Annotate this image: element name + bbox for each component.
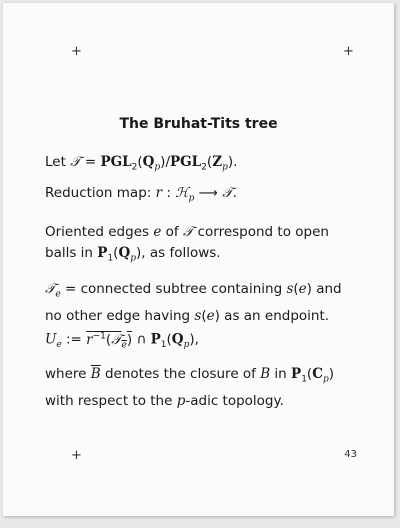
crop-mark-bottom-left: + bbox=[71, 448, 82, 463]
definition-tree: Let 𝒯 = $PGL_2(Q_p)/PGL_2(Z_p)$. bbox=[45, 154, 238, 173]
closure-paragraph: where $\overline{B}$ denotes the closure of B in $P_1(C_p)$ with respect to the p-adic topology. bbox=[45, 366, 334, 409]
page-number: 43 bbox=[344, 449, 357, 460]
document-page bbox=[3, 3, 394, 516]
crop-mark-top-right: + bbox=[343, 44, 354, 59]
crop-mark-top-left: + bbox=[71, 44, 82, 59]
reduction-map-line: Reduction map: r : ℋ$_p$ ⟶ 𝒯. bbox=[45, 185, 237, 204]
subtree-definition: 𝒯$_e$ = connected subtree containing s(e) and no other edge having s(e) as an endpoint. bbox=[45, 281, 342, 324]
oriented-edges-paragraph: Oriented edges e of 𝒯 correspond to open balls in $P_1(Q_p)$, as follows. bbox=[45, 224, 329, 264]
page-title: The Bruhat-Tits tree bbox=[119, 116, 278, 132]
ue-definition: $U_e$ := $r^{-1}(𝒯_e)$ ∩ $P_1(Q_p)$, bbox=[45, 331, 199, 351]
